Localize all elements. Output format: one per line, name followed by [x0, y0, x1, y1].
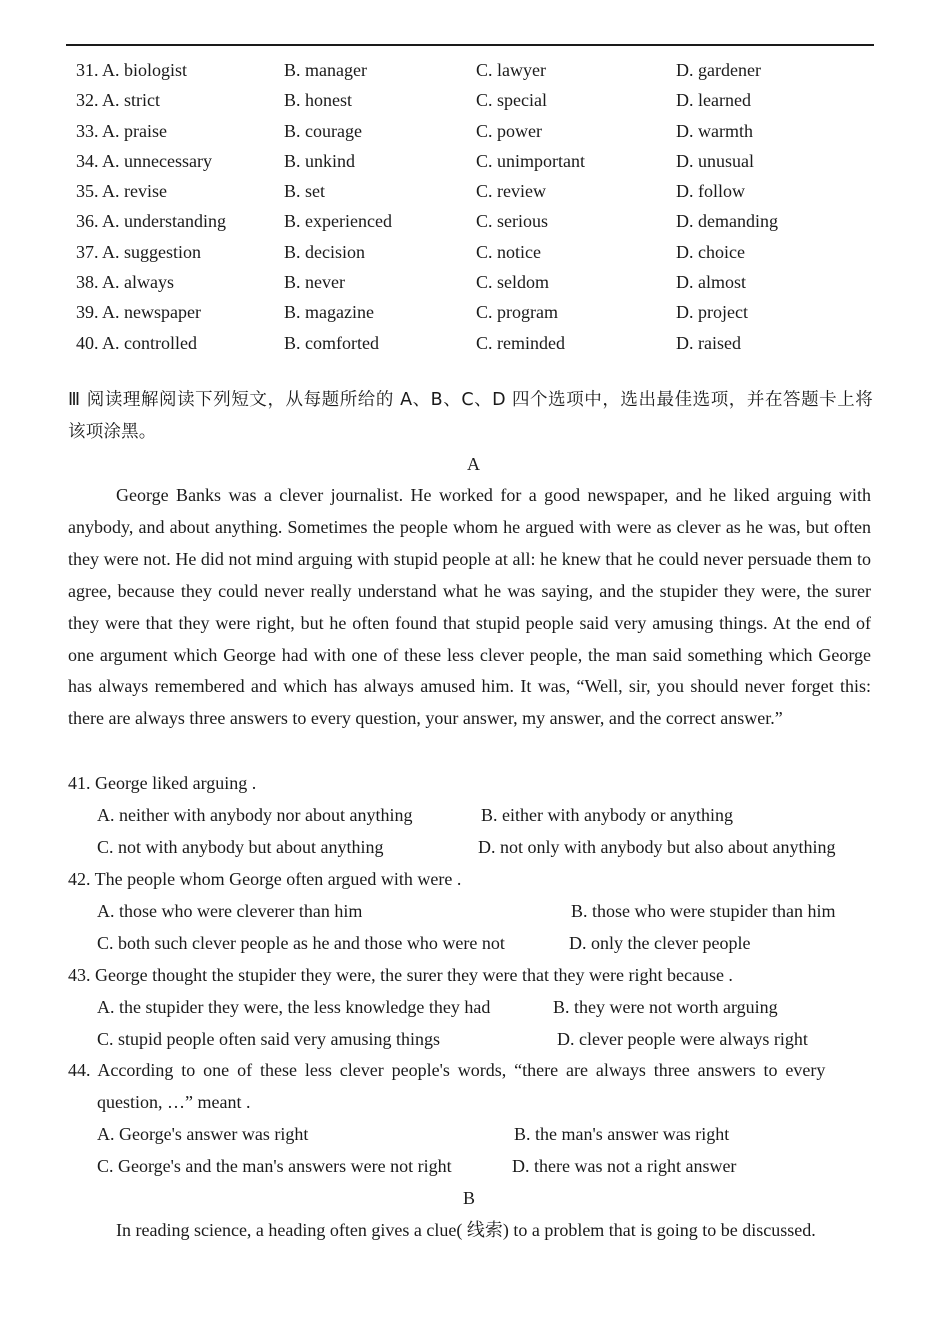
option-d: D. unusual — [676, 150, 754, 171]
options-row — [76, 56, 876, 86]
option-c: C. reminded — [476, 332, 565, 353]
question-44-option-c: C. George's and the man's answers were not right — [97, 1156, 452, 1176]
option-d: D. project — [676, 302, 748, 323]
option-d: D. demanding — [676, 211, 778, 232]
option-b: B. honest — [284, 90, 353, 111]
section-heading: Ⅲ 阅读理解阅读下列短文，从每题所给的 A、B、C、D 四个选项中，选出最佳选项，并在答题卡上将该项涂黑。 — [68, 390, 873, 442]
option-c: C. program — [476, 302, 558, 323]
question-43-option-c: C. stupid people often said very amusing things — [97, 1029, 440, 1049]
option-b: B. never — [284, 272, 345, 293]
option-a: 37. A. suggestion — [76, 241, 202, 262]
question-41-option-b: B. either with anybody or anything — [481, 805, 733, 825]
passage-b-letter: B — [463, 1188, 476, 1208]
option-a: 39. A. newspaper — [76, 302, 201, 323]
option-b: B. decision — [284, 241, 365, 262]
option-d: D. learned — [676, 90, 751, 111]
passage-a-letter: A — [467, 454, 480, 474]
question-41-option-d: D. not only with anybody but also about anything — [478, 837, 836, 857]
question-41-option-a: A. neither with anybody nor about anything — [97, 805, 413, 825]
question-42-stem: 42. The people whom George often argued with were . — [68, 869, 462, 889]
question-42-option-d: D. only the clever people — [569, 933, 751, 953]
question-43-stem: 43. George thought the stupider they were, the surer they were that they were right because . — [68, 965, 733, 985]
question-44-option-b: B. the man's answer was right — [514, 1124, 730, 1144]
option-b: B. manager — [284, 60, 367, 80]
question-43-option-d: D. clever people were always right — [557, 1029, 808, 1049]
option-b: B. courage — [284, 120, 362, 141]
option-a: 33. A. praise — [76, 120, 167, 141]
question-44-stem-continued: question, …” meant . — [97, 1092, 251, 1112]
option-c: C. serious — [476, 211, 548, 232]
question-42-option-b: B. those who were stupider than him — [571, 901, 836, 921]
option-b: B. magazine — [284, 302, 374, 323]
option-d: D. choice — [676, 241, 745, 262]
option-a: 32. A. strict — [76, 90, 160, 111]
option-a: 36. A. understanding — [76, 211, 226, 232]
option-d: D. raised — [676, 332, 741, 353]
options-table — [76, 56, 876, 359]
option-c: C. unimportant — [476, 150, 585, 171]
options-row — [76, 207, 876, 237]
options-row — [76, 268, 876, 298]
question-43-option-b: B. they were not worth arguing — [553, 997, 778, 1017]
options-row — [76, 86, 876, 116]
option-b: B. unkind — [284, 150, 356, 171]
question-41-stem: 41. George liked arguing . — [68, 773, 257, 793]
question-44-option-d: D. there was not a right answer — [512, 1156, 737, 1176]
question-41-option-c: C. not with anybody but about anything — [97, 837, 384, 857]
options-row — [76, 329, 876, 359]
question-43-option-a: A. the stupider they were, the less knowledge they had — [97, 997, 491, 1017]
option-c: C. notice — [476, 241, 541, 262]
option-d: D. almost — [676, 272, 746, 293]
options-row — [76, 147, 876, 177]
top-rule — [66, 44, 874, 46]
question-42-option-c: C. both such clever people as he and those who were not — [97, 933, 505, 953]
option-c: C. power — [476, 120, 542, 141]
option-b: B. experienced — [284, 211, 392, 232]
passage-a-text: George Banks was a clever journalist. He worked for a good newspaper, and he liked arguing with anybody, and about anything. Sometimes the people whom he argued with were as clever as he was, but often they were not. He did not mind arguing with stupid people at all: he knew that he could never persuade them to agree, because they could never really understand what he was saying, and the stupider they were, the surer they were that they were right, but he often found that stupid people said very amusing things. At the end of one argument which George had with one of these less clever people, the man said something which George has always remembered and which has always amused him. It was, “Well, sir, you should never forget this: there are always three answers to every question, your answer, my answer, and the correct answer.” — [68, 485, 871, 729]
option-a: 34. A. unnecessary — [76, 150, 212, 171]
option-d: D. gardener — [676, 60, 761, 80]
option-c: C. lawyer — [476, 60, 546, 80]
option-c: C. special — [476, 90, 547, 111]
option-b: B. comforted — [284, 332, 379, 353]
options-row — [76, 238, 876, 268]
question-42-option-a: A. those who were cleverer than him — [97, 901, 363, 921]
option-b: B. set — [284, 181, 326, 202]
option-d: D. follow — [676, 181, 745, 202]
option-a: 38. A. always — [76, 272, 174, 293]
options-row — [76, 298, 876, 328]
option-a: 31. A. biologist — [76, 60, 188, 80]
question-44-option-a: A. George's answer was right — [97, 1124, 309, 1144]
option-c: C. review — [476, 181, 546, 202]
option-a: 35. A. revise — [76, 181, 167, 202]
option-c: C. seldom — [476, 272, 550, 293]
question-44-stem: 44. According to one of these less clever people's words, “there are always three answers to every — [68, 1060, 826, 1080]
option-d: D. warmth — [676, 120, 753, 141]
options-row — [76, 177, 876, 207]
option-a: 40. A. controlled — [76, 332, 197, 353]
options-row — [76, 117, 876, 147]
passage-b-text: In reading science, a heading often gives a clue( 线索) to a problem that is going to be discussed. — [116, 1220, 816, 1240]
